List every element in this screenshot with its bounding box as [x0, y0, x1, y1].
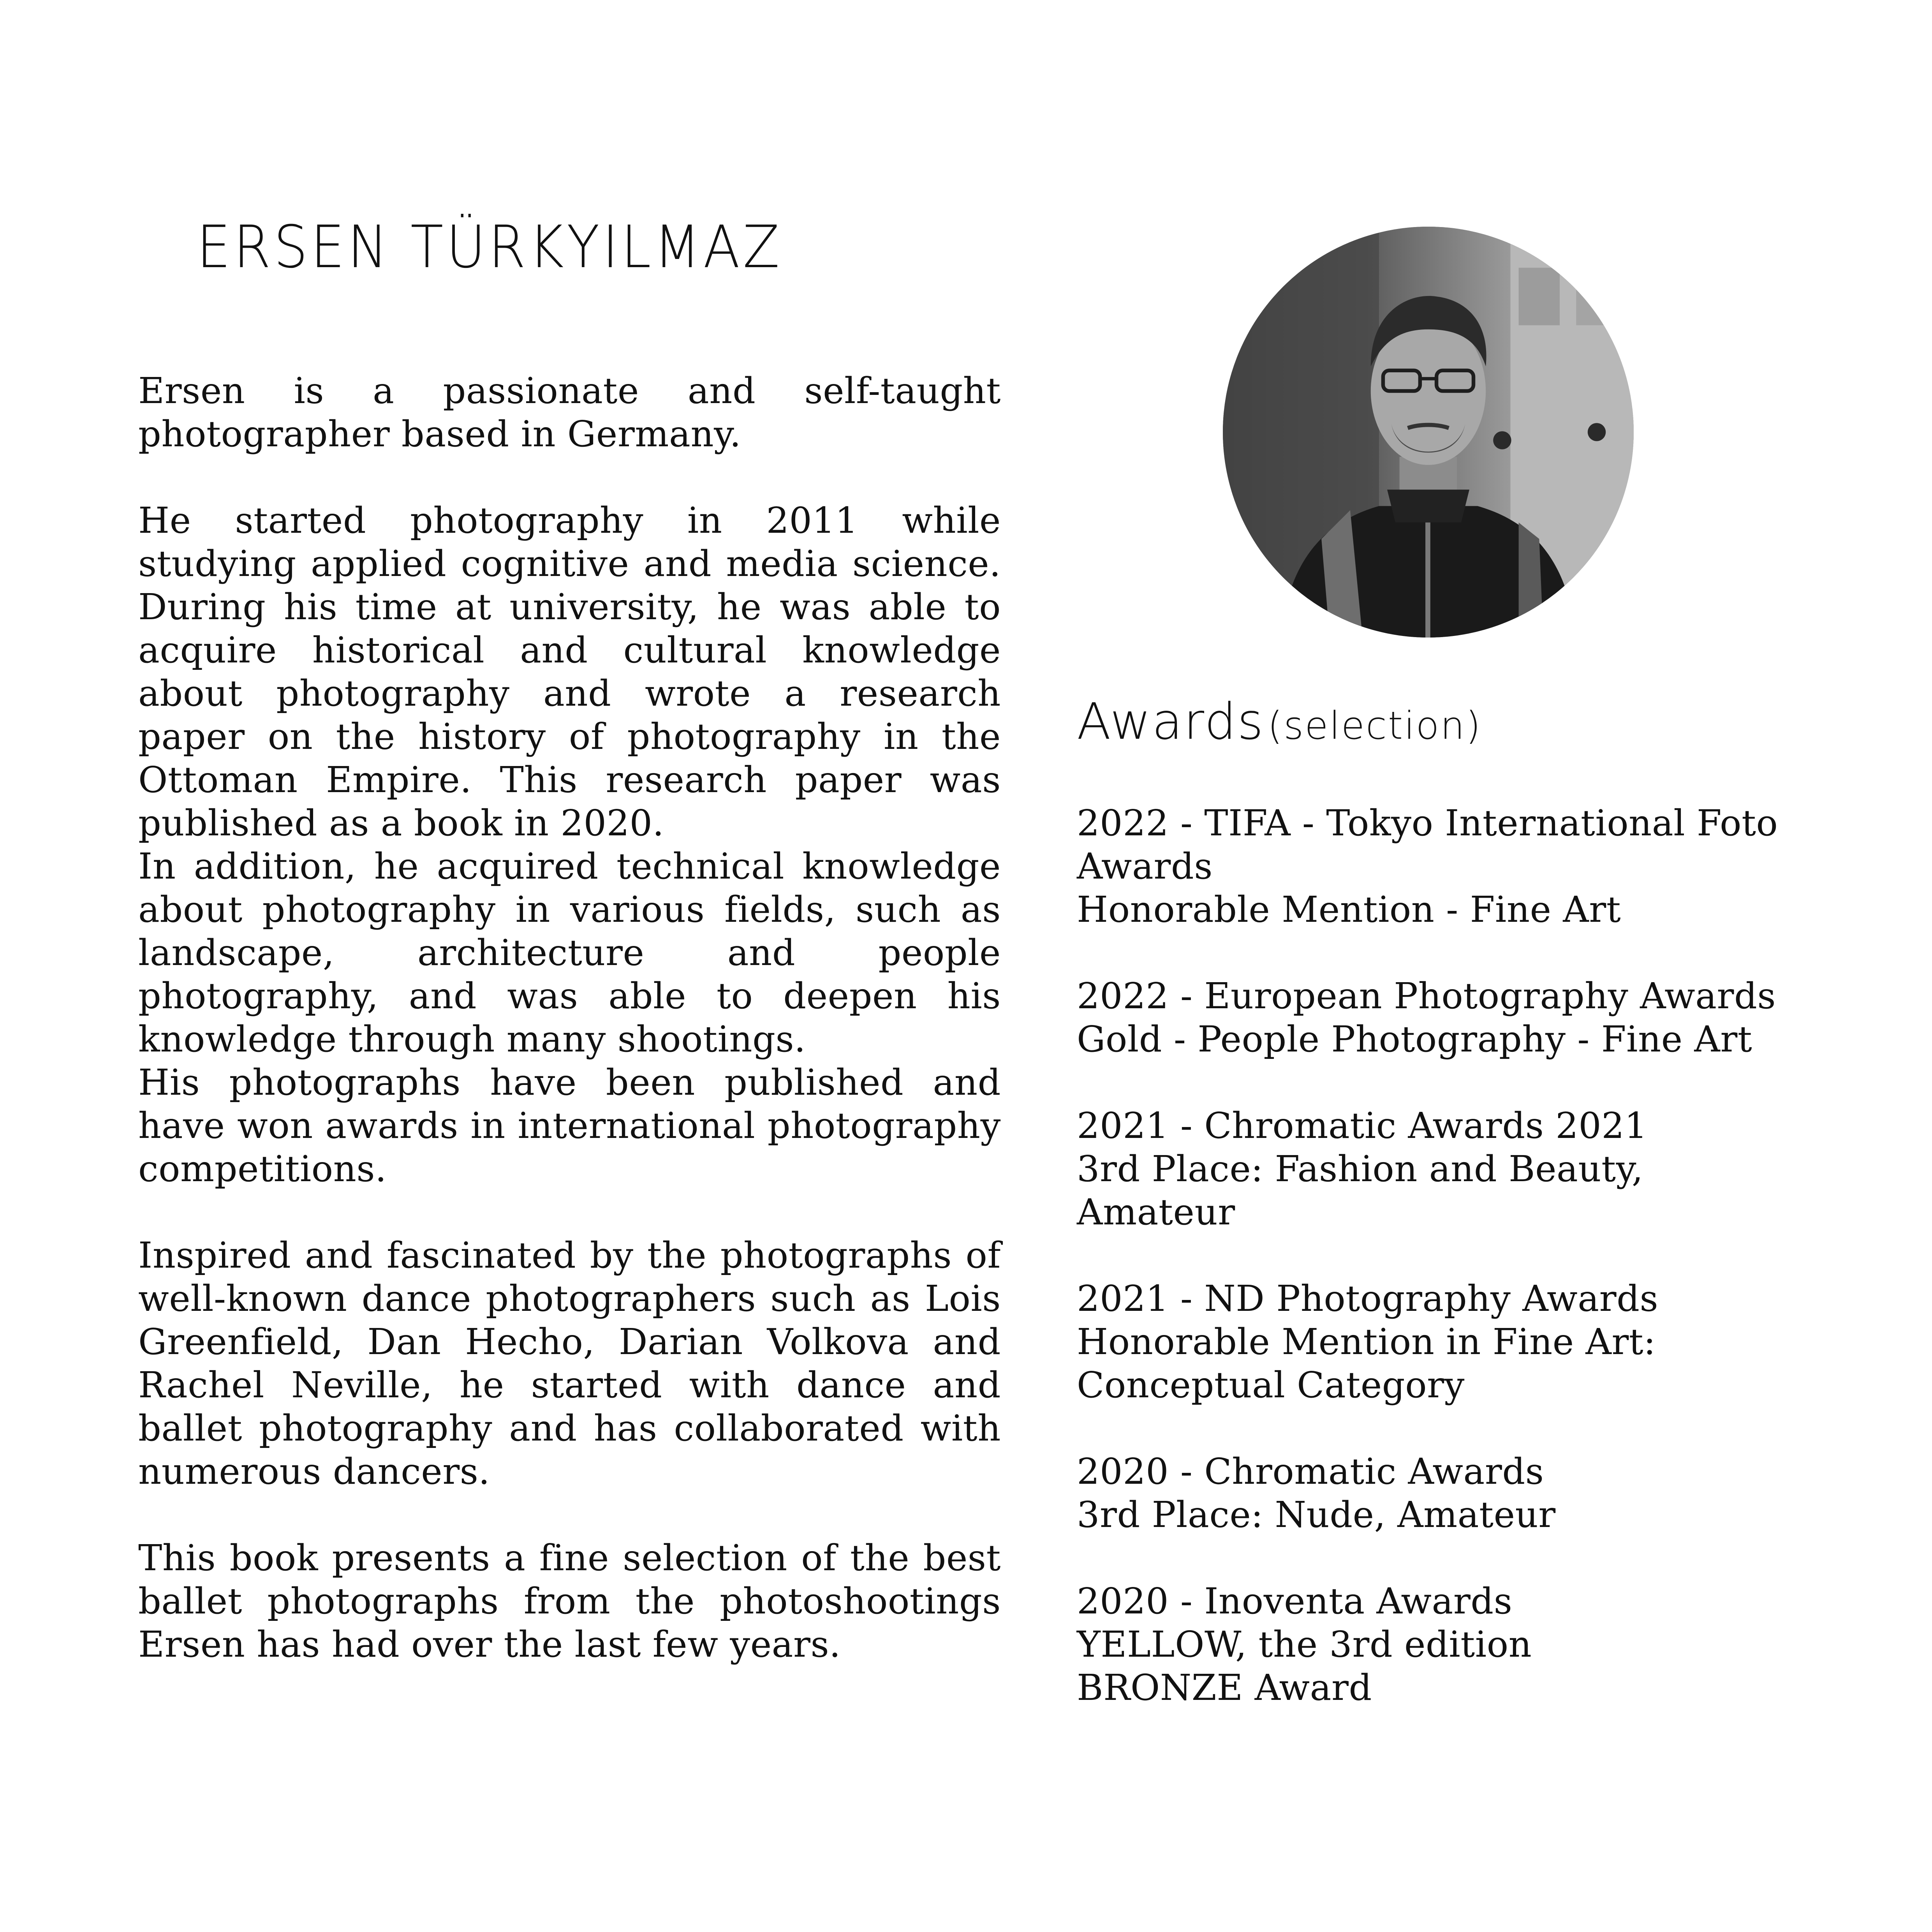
- award-item: [1077, 1104, 1887, 1234]
- award-item: [1077, 1580, 1887, 1709]
- awards-list: [1077, 801, 1887, 1752]
- award-line: 2021 - ND Photography Awards: [1077, 1278, 1659, 1319]
- bio-paragraph: He started photography in 2011 while studying applied cognitive and media science. During his time at university, he was able to acquire historical and cultural knowledge about photography and wrote a research paper on the history of photography in the Ottoman Empire. This research paper was published as a book in 2020.: [138, 500, 1001, 844]
- awards-heading-title: Awards: [1077, 693, 1265, 751]
- award-line: BRONZE Award: [1077, 1667, 1372, 1708]
- award-line: Honorable Mention - Fine Art: [1077, 889, 1621, 930]
- bio-paragraph: Inspired and fascinated by the photographs of well-known dance photographers such as Lois Greenfield, Dan Hecho, Darian Volkova and Rachel Neville, he started with dance and ballet photography and has collaborated with numerous dancers.: [138, 1235, 1001, 1492]
- award-line: Conceptual Category: [1077, 1364, 1465, 1406]
- bio-paragraph: In addition, he acquired technical knowledge about photography in various fields, such as landscape, architecture and people photography, and was able to deepen his knowledge through many shootings.: [138, 845, 1001, 1060]
- award-item: [1077, 1277, 1887, 1407]
- award-line: Awards: [1077, 845, 1213, 887]
- award-item: [1077, 974, 1887, 1061]
- bio-paragraph: This book presents a fine selection of the best ballet photographs from the photoshootings Ersen has had over the last few years.: [138, 1537, 1001, 1665]
- portrait-photo: [1223, 227, 1634, 638]
- bio-paragraph: Ersen is a passionate and self-taught photographer based in Germany.: [138, 370, 1001, 455]
- award-item: [1077, 1450, 1887, 1536]
- biography-text: [138, 369, 1001, 1666]
- award-line: 3rd Place: Fashion and Beauty,: [1077, 1148, 1643, 1190]
- award-item: [1077, 801, 1887, 931]
- award-line: Honorable Mention in Fine Art:: [1077, 1321, 1656, 1363]
- award-line: 2020 - Inoventa Awards: [1077, 1580, 1513, 1622]
- award-line: 2021 - Chromatic Awards 2021: [1077, 1105, 1648, 1147]
- award-line: 2022 - European Photography Awards: [1077, 975, 1776, 1017]
- award-line: YELLOW, the 3rd edition: [1077, 1624, 1532, 1665]
- award-line: Amateur: [1077, 1191, 1235, 1233]
- award-line: Gold - People Photography - Fine Art: [1077, 1018, 1752, 1060]
- award-line: 2020 - Chromatic Awards: [1077, 1451, 1544, 1492]
- awards-heading-note: (selection): [1267, 704, 1482, 748]
- award-line: 2022 - TIFA - Tokyo International Foto: [1077, 802, 1778, 844]
- awards-heading: [1077, 693, 1482, 751]
- award-line: 3rd Place: Nude, Amateur: [1077, 1494, 1556, 1536]
- bio-paragraph: His photographs have been published and have won awards in international photography competitions.: [138, 1062, 1001, 1190]
- page-title: ERSEN TÜRKYILMAZ: [197, 213, 783, 281]
